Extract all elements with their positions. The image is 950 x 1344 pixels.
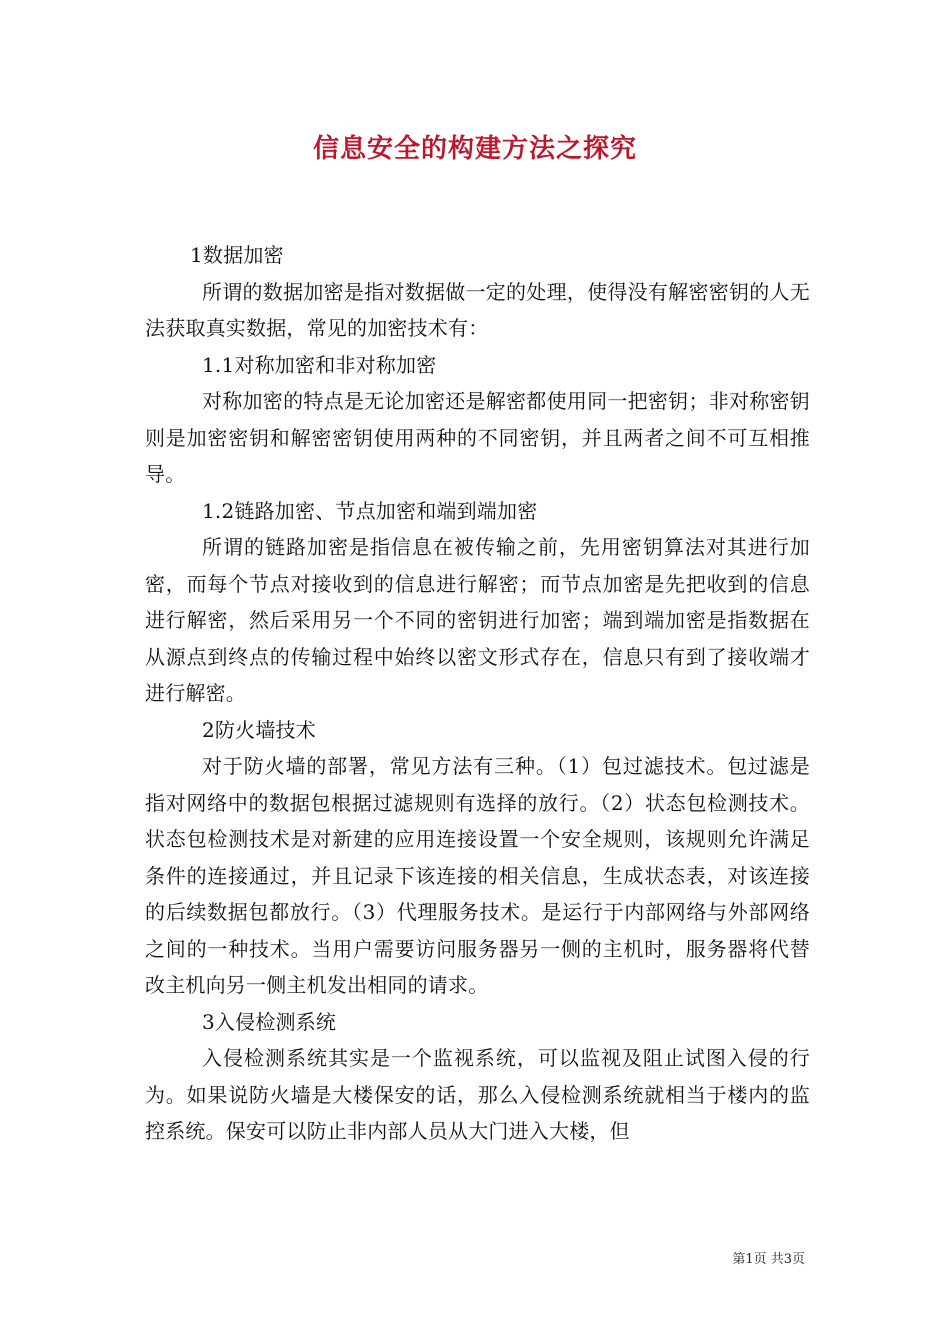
- paragraph-symmetric: 对称加密的特点是无论加密还是解密都使用同一把密钥；非对称密钥则是加密密钥和解密密钥使用两种的不同密钥，并且两者之间不可互相推导。: [145, 389, 810, 486]
- section-heading-data-encryption: 1数据加密: [190, 243, 284, 267]
- section-heading-firewall: 2防火墙技术: [202, 717, 316, 742]
- subsection-heading-link-encryption: 1.2链路加密、节点加密和端到端加密: [202, 498, 538, 523]
- section-heading-ids: 3入侵检测系统: [202, 1009, 337, 1034]
- document-title: 信息安全的构建方法之探究: [312, 134, 637, 164]
- paragraph-firewall: 对于防火墙的部署，常见方法有三种。（1）包过滤技术。包过滤是指对网络中的数据包根据过滤规则有选择的放行。（2）状态包检测技术。状态包检测技术是对新建的应用连接设置一个安全规则，该规则允许满足条件的连接通过，并且记录下该连接的相关信息，生成状态表，对该连接的后续数据包都放行。（3）代理服务技术。是运行于内部网络与外部网络之间的一种技术。当用户需要访问服务器另一侧的主机时，服务器将代替改主机向另一侧主机发出相同的请求。: [145, 754, 810, 997]
- subsection-heading-symmetric: 1.1对称加密和非对称加密: [202, 352, 437, 377]
- document-body: [145, 237, 810, 1150]
- page-number: 第1页 共3页: [732, 1252, 805, 1267]
- paragraph-encryption-intro: 所谓的数据加密是指对数据做一定的处理，使得没有解密密钥的人无法获取真实数据，常见的加密技术有：: [145, 279, 810, 340]
- paragraph-ids: 入侵检测系统其实是一个监视系统，可以监视及阻止试图入侵的行为。如果说防火墙是大楼保安的话，那么入侵检测系统就相当于楼内的监控系统。保安可以防止非内部人员从大门进入大楼，但: [145, 1046, 810, 1143]
- paragraph-link-encryption: 所谓的链路加密是指信息在被传输之前，先用密钥算法对其进行加密，而每个节点对接收到的信息进行解密；而节点加密是先把收到的信息进行解密，然后采用另一个不同的密钥进行加密；端到端加密是指数据在从源点到终点的传输过程中始终以密文形式存在，信息只有到了接收端才进行解密。: [145, 535, 810, 705]
